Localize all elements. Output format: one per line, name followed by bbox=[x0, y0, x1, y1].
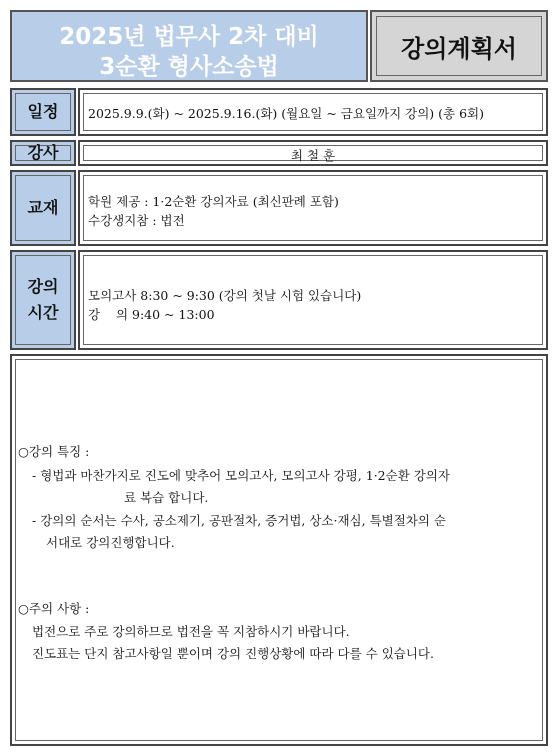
schedule-label-cell bbox=[10, 88, 76, 136]
materials-line-2: 수강생지참 : 법전 bbox=[88, 213, 185, 228]
title-line-1: 2025년 법무사 2차 대비 bbox=[59, 24, 319, 50]
materials-line-1: 학원 제공 : 1·2순환 강의자료 (최신판례 포함) bbox=[88, 194, 339, 209]
notes-line-1: 법전으로 주로 강의하므로 법전을 꼭 지참하시기 바랍니다. bbox=[32, 624, 350, 639]
lecture-time-label-line-1: 강의 bbox=[27, 277, 59, 297]
document-type-box bbox=[370, 10, 548, 82]
features-item-2-line-2: 서대로 강의진행합니다. bbox=[46, 535, 175, 550]
schedule-value-cell bbox=[78, 88, 548, 136]
schedule-value: 2025.9.9.(화) ~ 2025.9.16.(화) (월요일 ~ 금요일까지 강의) (총 6회) bbox=[88, 106, 484, 121]
lecture-time-line-1: 모의고사 8:30 ~ 9:30 (강의 첫날 시험 있습니다) bbox=[88, 288, 362, 303]
title-banner bbox=[10, 10, 368, 82]
instructor-value-cell bbox=[78, 140, 548, 166]
features-item-2-line-1: - 강의의 순서는 수사, 공소제기, 공판절차, 증거법, 상소·재심, 특별절차의 순 bbox=[32, 513, 447, 528]
instructor-label: 강사 bbox=[27, 143, 59, 163]
title-line-2: 3순환 형사소송법 bbox=[99, 54, 279, 80]
notes-heading: ○주의 사항 : bbox=[18, 601, 90, 616]
lecture-time-line-2: 강 의 9:40 ~ 13:00 bbox=[88, 307, 215, 322]
materials-label: 교재 bbox=[27, 198, 59, 218]
features-item-1-line-1: - 형법과 마찬가지로 진도에 맞추어 모의고사, 모의고사 강평, 1·2순환 강의자 bbox=[32, 468, 450, 483]
schedule-label: 일정 bbox=[27, 102, 59, 122]
features-item-1-line-2: 료 복습 합니다. bbox=[124, 490, 209, 505]
lecture-time-label-cell bbox=[10, 250, 76, 350]
lecture-time-value-cell bbox=[78, 250, 548, 350]
details-box bbox=[10, 354, 548, 746]
notes-line-2: 진도표는 단지 참고사항일 뿐이며 강의 진행상황에 따라 다를 수 있습니다. bbox=[32, 646, 434, 661]
instructor-name: 최 철 훈 bbox=[290, 148, 336, 163]
instructor-label-cell bbox=[10, 140, 76, 166]
document-type: 강의계획서 bbox=[376, 16, 542, 76]
materials-label-cell bbox=[10, 170, 76, 246]
features-heading: ○강의 특징 : bbox=[18, 444, 90, 459]
materials-value-cell bbox=[78, 170, 548, 246]
lecture-time-label-line-2: 시간 bbox=[27, 303, 59, 322]
lecture-time-label bbox=[28, 274, 59, 325]
